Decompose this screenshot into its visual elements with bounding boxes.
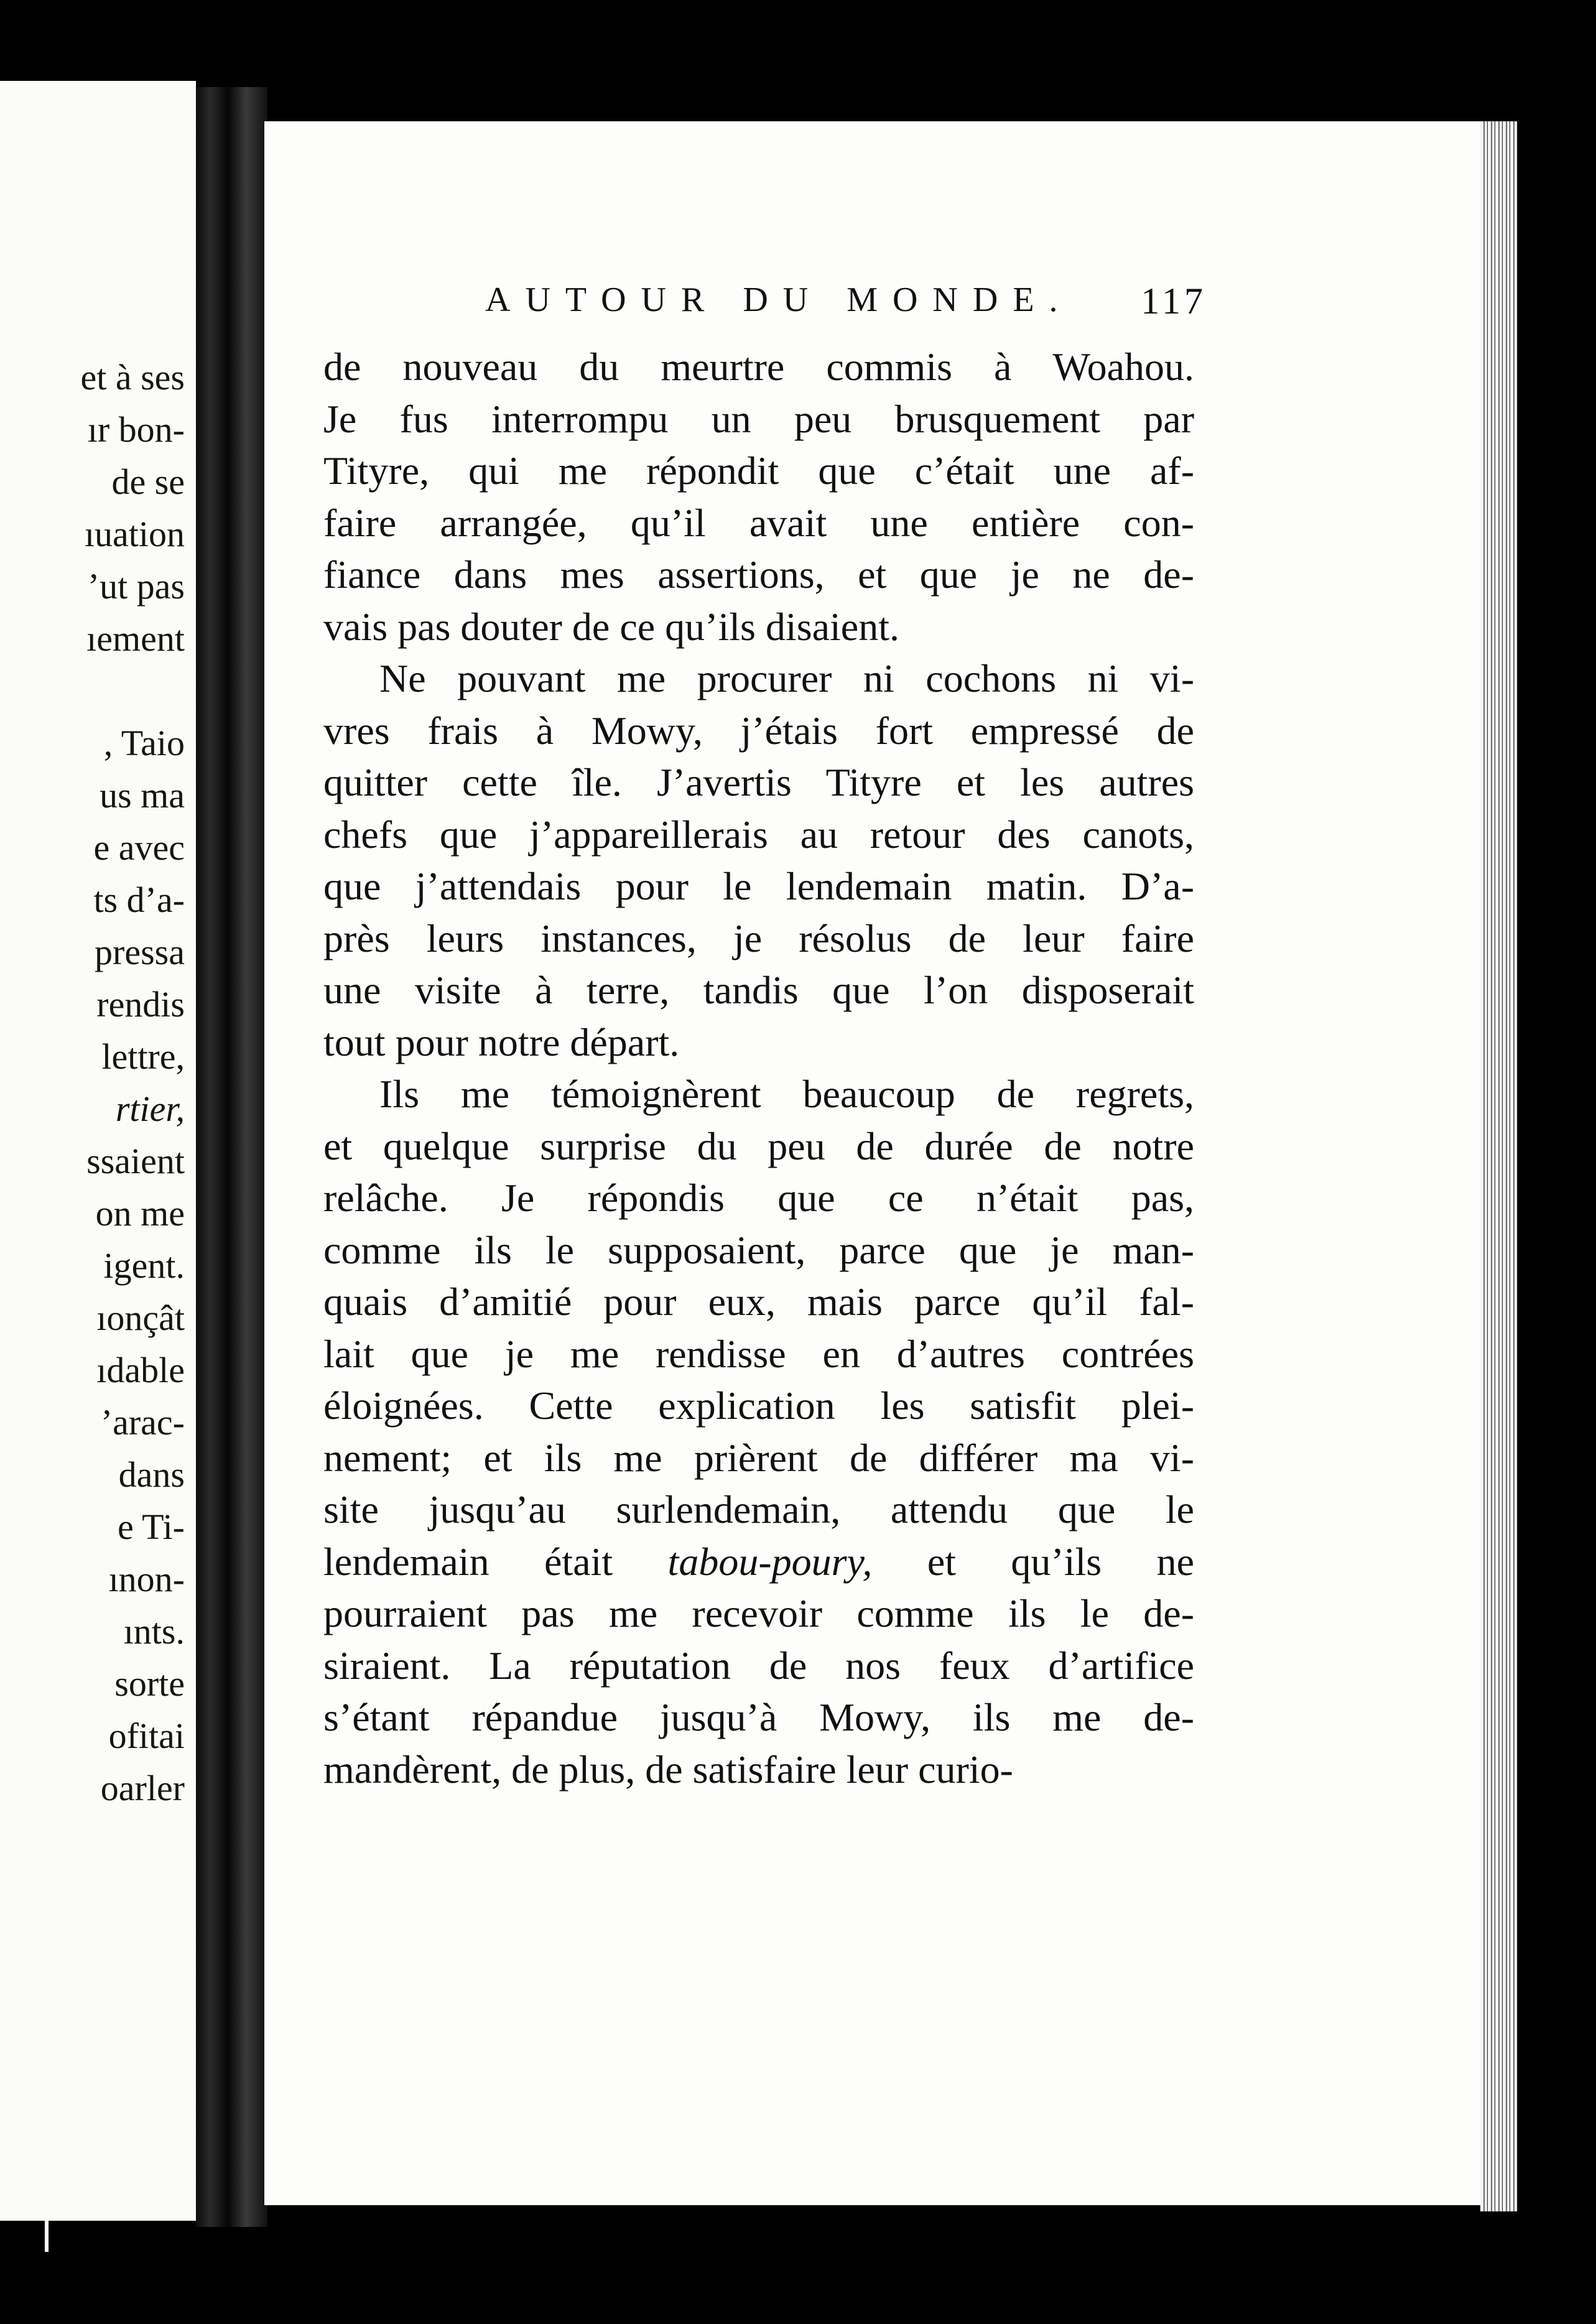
- text-line: siraient. La réputation de nos feux d’artifice: [323, 1643, 1194, 1688]
- text-line: pourraient pas me recevoir comme ils le de-: [323, 1591, 1194, 1635]
- text-line: s’étant répandue jusqu’à Mowy, ils me de-: [323, 1695, 1194, 1739]
- text-line: une visite à terre, tandis que l’on disposerait: [323, 968, 1194, 1012]
- text-line: comme ils le supposaient, parce que je man-: [323, 1227, 1194, 1272]
- facing-page-line: ınts.: [123, 1611, 185, 1652]
- text-line: chefs que j’appareillerais au retour des canots,: [323, 812, 1194, 857]
- text-line: quais d’amitié pour eux, mais parce qu’il fal-: [323, 1280, 1194, 1324]
- facing-page-line: ıdable: [96, 1350, 185, 1390]
- text-line: éloignées. Cette explication les satisfit plei-: [323, 1383, 1194, 1428]
- facing-page-line: rendis: [96, 984, 185, 1025]
- page-number: 117: [1141, 281, 1207, 322]
- text-span: et qu’ils ne: [872, 1539, 1194, 1584]
- facing-page-line: ts d’a-: [93, 880, 185, 920]
- facing-page-text: [81, 351, 185, 1815]
- scan-mark: [45, 2221, 49, 2252]
- facing-page-left: [0, 81, 196, 2221]
- text-line: nement; et ils me prièrent de différer ma vi-: [323, 1435, 1194, 1480]
- text-line: Ils me témoignèrent beaucoup de regrets,: [379, 1072, 1194, 1116]
- facing-page-line: ıonçât: [96, 1298, 185, 1338]
- facing-page-line: oarler: [100, 1768, 185, 1808]
- facing-page-line: e avec: [93, 827, 185, 868]
- text-line: [323, 1536, 1194, 1588]
- facing-page-line: ssaient: [86, 1141, 185, 1181]
- text-line: que j’attendais pour le lendemain matin. D’a-: [323, 864, 1194, 908]
- text-line: de nouveau du meurtre commis à Woahou.: [323, 345, 1194, 389]
- facing-page-line: us ma: [100, 775, 185, 816]
- running-title: AUTOUR DU MONDE.: [485, 281, 1073, 319]
- text-line: vais pas douter de ce qu’ils disaient.: [323, 604, 899, 649]
- body-text: [323, 341, 1194, 1795]
- text-line: tout pour notre départ.: [323, 1020, 680, 1064]
- facing-page-line: igent.: [103, 1245, 185, 1286]
- facing-page-line: [81, 665, 185, 717]
- book-gutter: [196, 87, 267, 2227]
- text-line: Tityre, qui me répondit que c’était une af-: [323, 449, 1194, 493]
- text-line: lait que je me rendisse en d’autres contrées: [323, 1331, 1194, 1376]
- facing-page-line: ıement: [86, 618, 185, 659]
- facing-page-line: pressa: [95, 932, 185, 972]
- facing-page-line: ʼut pas: [87, 566, 185, 607]
- text-line: vres frais à Mowy, j’étais fort empressé de: [323, 708, 1194, 753]
- text-line: et quelque surprise du peu de durée de notre: [323, 1123, 1194, 1168]
- facing-page-line: lettre,: [101, 1036, 185, 1077]
- running-head: [485, 280, 1213, 330]
- facing-page-line: ıuation: [84, 514, 185, 554]
- facing-page-line: sorte: [114, 1663, 185, 1704]
- text-line: quitter cette île. J’avertis Tityre et les autres: [323, 760, 1194, 804]
- facing-page-line: ınon-: [108, 1559, 185, 1599]
- facing-page-line: ır bon-: [87, 409, 185, 450]
- text-line: mandèrent, de plus, de satisfaire leur curio-: [323, 1747, 1013, 1792]
- facing-page-line: dans: [118, 1454, 185, 1495]
- facing-page-line: ofitai: [108, 1716, 185, 1756]
- facing-page-line: e Ti-: [117, 1507, 185, 1547]
- text-line: faire arrangée, qu’il avait une entière con-: [323, 500, 1194, 545]
- facing-page-line: , Taio: [103, 723, 185, 763]
- text-line: relâche. Je répondis que ce n’était pas,: [323, 1176, 1194, 1220]
- facing-page-line: ʼarac-: [100, 1402, 185, 1443]
- text-line: Ne pouvant me procurer ni cochons ni vi-: [379, 656, 1194, 700]
- text-line: site jusqu’au surlendemain, attendu que le: [323, 1487, 1194, 1532]
- page-edges: [1480, 121, 1518, 2211]
- facing-page-line: rtier,: [115, 1089, 185, 1129]
- text-line: Je fus interrompu un peu brusquement par: [323, 396, 1194, 441]
- text-span: lendemain était: [323, 1539, 668, 1584]
- facing-page-line: on me: [95, 1193, 185, 1234]
- text-line: fiance dans mes assertions, et que je ne de-: [323, 552, 1194, 597]
- text-line: près leurs instances, je résolus de leur faire: [323, 916, 1194, 960]
- facing-page-line: et à ses: [80, 357, 185, 397]
- facing-page-line: de se: [111, 462, 185, 502]
- italic-term: tabou-poury,: [667, 1539, 873, 1584]
